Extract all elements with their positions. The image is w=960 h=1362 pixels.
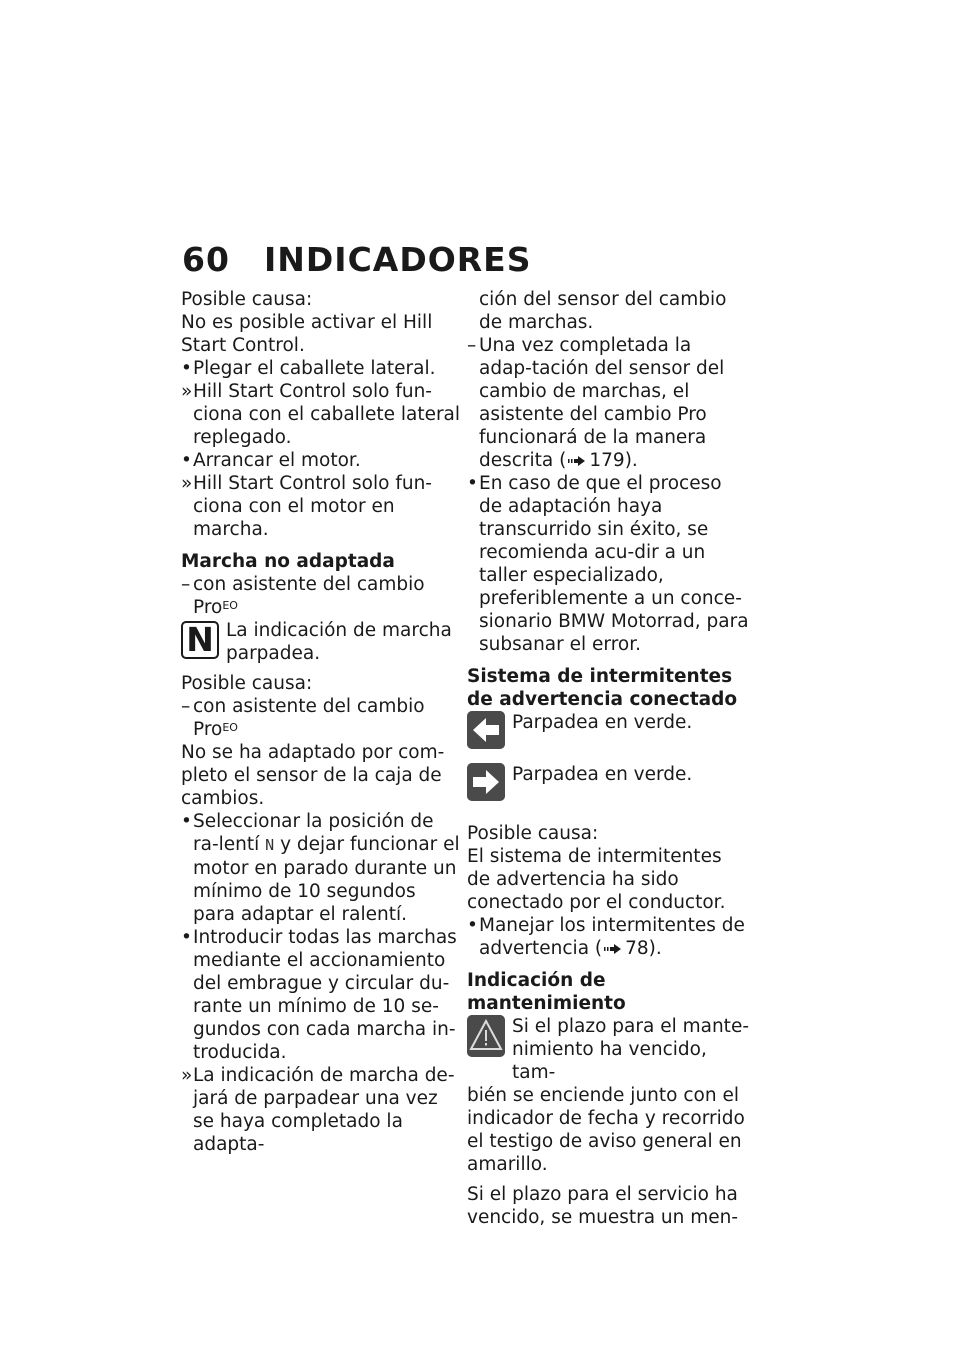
condition-item [181, 695, 463, 741]
cause-label: Posible causa: [467, 823, 599, 844]
bullet-text: Seleccionar la posición de ra-lentí [193, 811, 434, 855]
condition-item [467, 334, 749, 472]
page-reference-arrow-icon [568, 456, 586, 466]
paragraph: No se ha adaptado por com-pleto el sensor de la caja de cambios. [181, 742, 445, 809]
ref-paren: ( [559, 450, 567, 471]
paragraph: El sistema de intermitentes de advertencia ha sido conectado por el conductor. [467, 846, 726, 913]
action-bullet [467, 914, 749, 960]
chapter-title: INDICADORES [264, 240, 532, 279]
bullet-text: Manejar los intermitentes de advertencia ( [479, 915, 745, 959]
left-turn-indicator-row [467, 711, 749, 763]
action-bullet: • Plegar el caballete lateral. [181, 357, 463, 380]
paragraph: bién se enciende junto con el indicador de fecha y recorrido el testigo de aviso general en amarillo. [467, 1085, 745, 1175]
page-reference-arrow-icon [604, 944, 622, 954]
section-heading: Indicación de mantenimiento [467, 970, 626, 1014]
page-number: 60 [182, 240, 230, 279]
condition-text: Una vez completada la adap-tación del sensor del cambio de marchas, el asistente del cambio Pro funcionará de la manera descrita [479, 335, 725, 471]
bullet-text: y dejar funcionar el motor en parado durante un mínimo de 10 segundos para adaptar el ralentí. [193, 834, 460, 925]
section-heading: Sistema de intermitentes de advertencia conectado [467, 666, 738, 710]
condition-item [181, 573, 463, 619]
indicator-description: Si el plazo para el mante-nimiento ha vencido, tam- [512, 1016, 749, 1083]
gear-indicator-row [181, 619, 463, 665]
arrow-left-icon [467, 711, 505, 749]
action-bullet: • Introducir todas las marchas mediante el accionamiento del embrague y circular du-rante un mínimo de 10 se-gundos con cada marcha in-troducida. [181, 926, 463, 1064]
indicator-description: La indicación de marcha parpadea. [226, 620, 452, 664]
result-item: » Hill Start Control solo fun-ciona con el caballete lateral replegado. [181, 380, 463, 449]
equipment-code: EO [222, 721, 238, 734]
equipment-code: EO [222, 599, 238, 612]
condition-text: con asistente del cambio Pro [193, 696, 425, 740]
right-turn-indicator-row [467, 763, 749, 815]
paragraph: No es posible activar el Hill Start Control. [181, 312, 433, 356]
right-column [467, 288, 749, 1229]
cause-label: Posible causa: [181, 289, 313, 310]
indicator-description: Parpadea en verde. [512, 712, 693, 733]
page-header [182, 240, 532, 279]
cause-label: Posible causa: [181, 673, 313, 694]
action-bullet [181, 810, 463, 926]
continued-text: ción del sensor del cambio de marchas. [479, 289, 727, 333]
action-bullet: • Arrancar el motor. [181, 449, 463, 472]
result-item: » Hill Start Control solo fun-ciona con el motor en marcha. [181, 472, 463, 541]
paragraph: Si el plazo para el servicio ha vencido, se muestra un men- [467, 1184, 739, 1228]
page-reference: 78). [625, 938, 662, 959]
gear-n-icon: N [181, 621, 219, 659]
section-heading: Marcha no adaptada [181, 551, 395, 572]
left-column [181, 288, 463, 1156]
condition-text: con asistente del cambio Pro [193, 574, 425, 618]
arrow-right-icon [467, 763, 505, 801]
neutral-glyph: N [265, 836, 275, 854]
page-reference: 179). [589, 450, 638, 471]
action-bullet: • En caso de que el proceso de adaptación haya transcurrido sin éxito, se recomienda acu-dir a un taller especializado, preferiblemente a un conce-sionario BMW Motorrad, para subsanar el error. [467, 472, 749, 656]
warning-indicator-row [467, 1015, 749, 1084]
warning-triangle-icon [467, 1015, 505, 1057]
result-item: » La indicación de marcha de-jará de parpadear una vez se haya completado la adapta- [181, 1064, 463, 1156]
indicator-description: Parpadea en verde. [512, 764, 693, 785]
